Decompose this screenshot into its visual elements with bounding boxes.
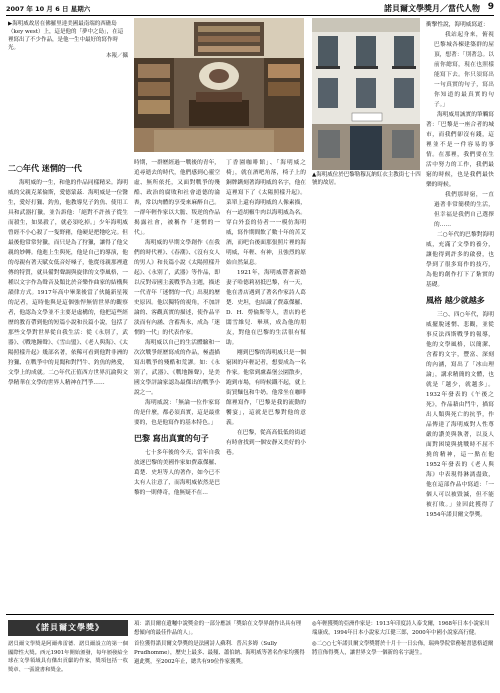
column-4-para-3: 三○、四○年代，海明威擺脫迷惘、悲觀，並從事反法西斯戰爭的報導，他的文學風格，以簡潔、含蓄的文字，豐富、深刻的內涵，寫出了「冰山理論」，講求精簡的文體，也就是「越少，就越多」。1932年發表的《午後之死》，作品藉由鬥牛，描寫出人類與死亡的抗爭，作品傳達了海明威對人性尊嚴的讚美與執著，以及人面對困境與挑戰時不屈不撓的精神，這一點在他1952年發表的《老人與海》中表現得淋漓盡致，他在這部作品中寫道：「一個人可以被毀滅，但不能被打敗。」並因此獲得了1954年諾貝爾文學獎。 xyxy=(426,312,494,518)
header-date: 2007 年 10 月 6 日 星期六 xyxy=(6,5,91,13)
column-2-para-3: 海明威以自己的生活體驗和一次次戰爭經歷寫成的作品，極盡描寫出戰爭的殘酷和荒謬。如：《永別了，武器》、《戰地鐘聲》，是美國文學評論家認為最傑出的戰爭小說之一。 xyxy=(134,340,220,396)
bottom-box-rule xyxy=(6,614,494,615)
column-4 xyxy=(426,20,494,610)
column-2 xyxy=(134,158,220,610)
column-3-para-2: 1921年，海明威帶著新婚妻子哈德莉初抵巴黎，有一天，他在書店遇到了著名作家詩人葛楚．史坦，也結識了費茲傑羅、D．H．勞倫斯等人，書店的老闆雪維兒．畢琪，成為他的朋友，對他在巴黎的生活很有幫助。 xyxy=(226,270,306,346)
column-1 xyxy=(8,158,128,610)
nobel-badge: 《諾貝爾文學獎》 xyxy=(8,620,128,636)
column-2-para-5: 七十多年後的今天，當年自我放逐巴黎的美國作家如費茲傑羅、葛楚．史坦等人的著作，如今已不太有人注意了，而海明威依然是巴黎的一則傳奇，他無疑不在… xyxy=(134,450,220,496)
column-4-quote-2: 我們那時窮，一直過著非常簡樸的生活，但幸福是我們自己選擇的…… xyxy=(434,192,494,228)
page-number: 9 xyxy=(487,2,494,12)
note-right-1: ◎年輕獲獎的亞洲作家是：1913年印度詩人泰戈爾，1968年日本小說家川端康成，1994年日本小說家大江健三郎，2000年中國小說家高行健。 xyxy=(312,621,490,636)
notes-left xyxy=(134,620,306,669)
photo2-caption: ▲海明威位於巴黎勒穆瓦納紅衣主教街七十四號的故居。 xyxy=(312,172,421,186)
section-heading-1920s: 二○年代 迷惘的一代 xyxy=(8,164,82,173)
note-left-1: 項：諾貝爾在遺囑中說獎金的一部分應該「獎給在文學界創作出具有理想傾向的最佳作品的人」。 xyxy=(134,621,302,636)
section-heading-paris: 巴黎 寫出真實的句子 xyxy=(134,434,209,443)
hemingway-study-photo xyxy=(134,18,304,152)
page-header xyxy=(6,4,494,16)
header-paper-title: 諾貝爾文學獎月／當代人物 xyxy=(384,4,480,13)
photo1-caption: ▶海明威故居在佛羅里達美國最南端的西礁島（key west）上，這是他的「夢中之島」，在這裡寫出了不少作品，是他一生中最好的寫作時光。 本報／攝 xyxy=(8,21,128,59)
section-heading-style: 風格 越少就越多 xyxy=(426,296,485,305)
column-3-para-4: 在巴黎，從高高低低的街道有時會找到一個安靜又美好的小巷。 xyxy=(226,430,306,456)
column-2-para-2: 海明威的早期文學創作《在我們的時代裡》、《春潮》、《沒有女人的男人》和長篇小說《太陽照樣升起》、《永別了，武器》等作品，即以反對帝國主義戰爭為主題，描述一代青年「迷惘的一代」出現的歷史原因。他以獨特的視角，不加評論的、客觀真實的描述，使作品平淡而有內涵、含蓄雋永，成為「迷惘的一代」的代表作家。 xyxy=(134,240,220,336)
note-left-2: 首位獲得諾貝爾文學獎的是法國詩人蘇利．普呂多姆（Sully Prudhomme），歷史上最多、最頻、蕭伯納、海明威等著名作家均獲得過此獎，至2002年止，總共有99位作家獲獎。 xyxy=(134,641,305,665)
column-3-para-1: 丁香園咖啡館」、「海明威之椅」，就在酒吧角落，椅子上的銅牌鐫刻著海明威的名字，他在這裡寫下了《太陽照樣升起》。菜單上還有海明威的人像素描，有一道胡椒牛肉以海明威為名。穿白外套的侍者一一模仿海明威，寫作期間飲了數十年的苦艾酒，而吧台後面那張照片裡的海明威，年輕、有神，且強烈的原始自然氣息。 xyxy=(226,160,306,266)
column-1-body: 海明威的一生，和他的作品同樣精采。海明威的父親克萊倫斯，愛德蒙茲．海明威是一位醫生，愛好打獵、釣魚，他教導兒子釣魚、使用工具和武器打獵，並告訴他：「絕對不許孩子從生而殺生，如果殺了，就必須吃掉。」少年海明威曾經不小心殺了一隻野豬，他硬是把牠吃完。但最後他常常狩獵，而只是為了狩獵，讓得了他父親的妙轉。他進上生與死，他是自己的導演，他的母親有著天賦女低音好嗓子，他從母親那裡遺傳的特質，就具備對聲調與旋律的文學風格，一種以文字作為聲音及類比於音樂作曲家的結構與韻律方式。1917年高中畢業後當了伙隨新星報的記者，這時他與是這個強悍無情世界的觀察者，他認為文學並不主要是虛構的，他把這些經歷的教育帶到他的短篇小說和長篇小說，包括了那些文學對世界從自我生活：從《永別了，武器》、《戰地鐘聲》、《雪山盟》、《老人與海》、《太陽照樣升起》幾部名著，依稀可看到他對非洲的狩獵、在戰爭中的見聞和對鬥牛、釣魚的熱愛，文學上的成就。二○年代正值西方世界沉淪與文學精華在文學的世界人精神在鬥爭…… xyxy=(8,180,128,386)
column-4-para-2: 二○年代的巴黎對海明威，充滿了文學的養分，讓他得到許多的啟發，也學到了很多寫作的技巧，為他的創作打下了紮實的基礎。 xyxy=(426,232,494,288)
nobel-badge-text: 諾貝爾文學獎是阿爾弗雷德．諾貝爾設立的第一個國際性大獎。西元1901年開始頒發，每年頒發給全球在文學領域具有傑出貢獻的作家，獎項包括一枚獎章、一張證書和獎金。 xyxy=(8,641,128,673)
column-2-para-4: 海明威說：「無論一位作家寫的是什麼，都必須真實，這是最重要的，也是他寫作的基本特色。」 xyxy=(134,400,220,426)
column-2-para-1: 時期，一群歷經過一戰後的青年，追尋逝去的時代，他們感到心靈空虛、無所依托，又面對戰爭的殘酷、政治的腐敗和社會道德的淪喪，常以肉體的享受來麻醉自己。一群年輕作家以大膽、叛逆的作品揭露社會，被稱作「迷惘的一代」。 xyxy=(134,160,220,236)
column-4-intro: 衝擊性說，海明威寫道： xyxy=(426,22,489,28)
note-right-2: ◎二○○七年諾貝爾文學獎將於十月十一日公佈，瑞典學院常務秘書恩格道爾將宣佈得獎人，讓世界文學一個新的名字誕生。 xyxy=(312,641,494,656)
photo1-credit: 本報／攝 xyxy=(105,53,128,59)
column-4-para-1: 海明威用誠實的筆觸寫著：「巴黎是一座合者的城市，而我們卻沒有錢，這裡並不是一件容易的事情。在那裡，我們要在生活中努力的工作，我們最窮的時候，也是我們最快樂的時候。 xyxy=(426,112,494,188)
notes-right xyxy=(312,620,494,660)
column-3-para-3: 剛到巴黎的海明威只是一個窮困的年輕記者，想要成為一名作家。他常到盧森堡公園散步，跑到市場，有時候鐵不起，就上街買麵包和牛奶。他常坐在咖啡館裡寫作，「巴黎是我的流動的饗宴」，這就是巴黎對他的意義。 xyxy=(226,350,306,426)
paris-residence-photo xyxy=(312,18,420,170)
column-3 xyxy=(226,158,306,610)
column-4-quote-1: 我站起身來，俯視巴黎城各棟建築群的屋頂，想著：「別著急。以前你總寫，現在也照樣能寫下去。你只須寫出一句真實的句子，寫出你知道的最真實的句子。」 xyxy=(434,32,494,108)
